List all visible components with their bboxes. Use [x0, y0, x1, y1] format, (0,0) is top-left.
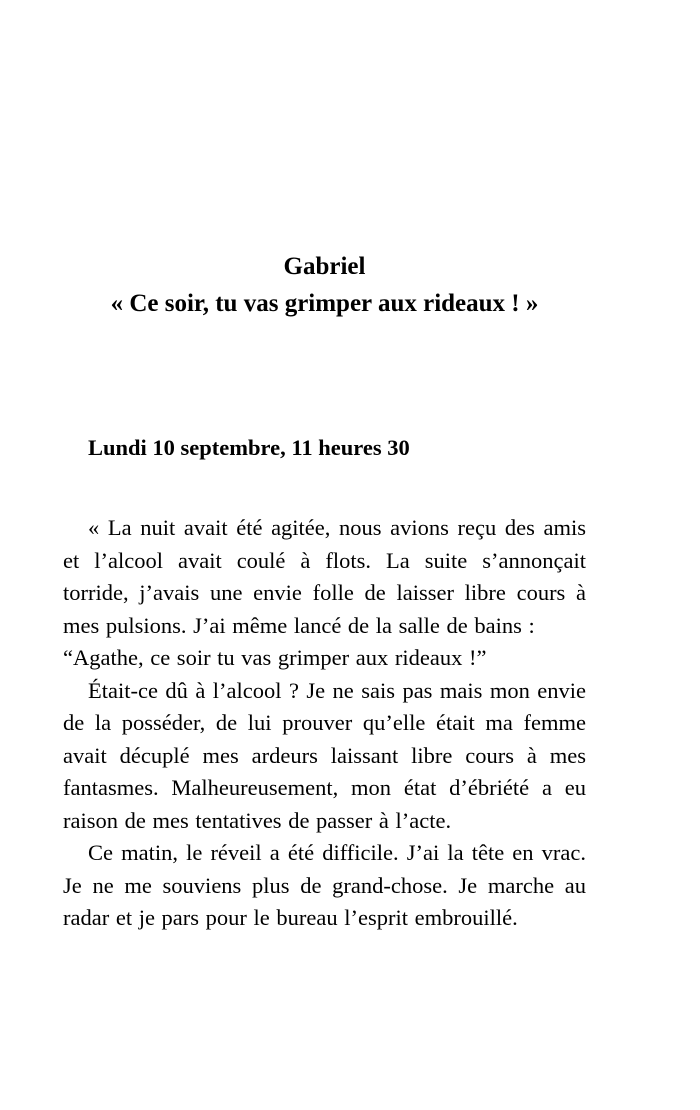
paragraph-dialogue: “Agathe, ce soir tu vas grimper aux rideaux !” [63, 645, 487, 670]
chapter-title-block [63, 248, 586, 322]
paragraph: Était-ce dû à l’alcool ? Je ne sais pas mais mon envie de la posséder, de lui prouver qu’elle était ma femme avait décuplé mes ardeurs laissant libre cours à mes fantasmes. Malheureusement, mon état d’ébriété a eu raison de mes tentatives de passer à l’acte. [63, 677, 586, 833]
body-text [63, 512, 586, 935]
chapter-subtitle: « Ce soir, tu vas grimper aux rideaux ! » [110, 290, 539, 317]
paragraph: « La nuit avait été agitée, nous avions reçu des amis et l’alcool avait coulé à flots. La suite s’annonçait torride, j’avais une envie folle de laisser libre cours à mes pulsions. J’ai même lancé de la salle de bains : [63, 515, 586, 638]
chapter-title: Gabriel [283, 253, 366, 280]
paragraph: Ce matin, le réveil a été difficile. J’ai la tête en vrac. Je ne me souviens plus de grand-chose. Je marche au radar et je pars pour le bureau l’esprit embrouillé. [63, 840, 586, 930]
section-heading: Lundi 10 septembre, 11 heures 30 [88, 435, 410, 460]
